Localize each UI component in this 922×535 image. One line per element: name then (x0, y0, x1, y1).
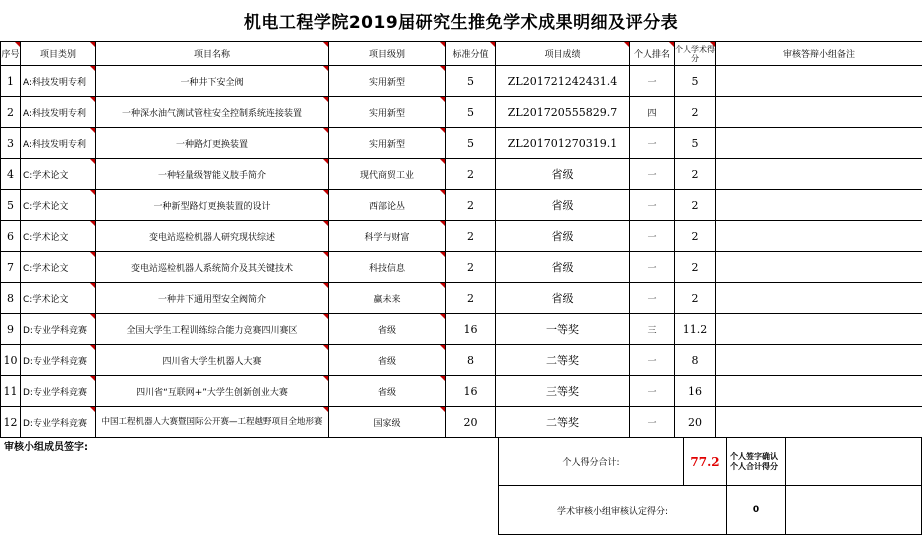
cell-rank: 一 (630, 407, 675, 438)
total-label: 个人得分合计: (498, 437, 684, 486)
cell-level: 国家级 (329, 407, 446, 438)
cell-category: A:科技发明专利 (21, 97, 96, 128)
cell-result: 省级 (496, 221, 630, 252)
cell-result: 三等奖 (496, 376, 630, 407)
table-row (1, 159, 922, 190)
header-row (1, 42, 922, 66)
cell-rank: 一 (630, 190, 675, 221)
cell-name: 一种井下通用型安全阀简介 (96, 283, 329, 314)
cell-result: 二等奖 (496, 407, 630, 438)
page-title: 机电工程学院2019届研究生推免学术成果明细及评分表 (0, 0, 922, 42)
header-remark: 审核答辩小组备注 (716, 42, 922, 66)
cell-seq: 12 (1, 407, 21, 438)
total-value: 77.2 (683, 437, 727, 486)
cell-name: 一种路灯更换装置 (96, 128, 329, 159)
cell-remark (716, 345, 922, 376)
table-row (1, 66, 922, 97)
cell-level: 现代商贸工业 (329, 159, 446, 190)
cell-name: 中国工程机器人大赛暨国际公开赛—工程越野项目全地形赛 (96, 407, 329, 438)
cell-personal-score: 20 (675, 407, 716, 438)
header-rank: 个人排名 (630, 42, 675, 66)
cell-result: 省级 (496, 159, 630, 190)
cell-rank: 三 (630, 314, 675, 345)
cell-rank: 一 (630, 283, 675, 314)
cell-remark (716, 407, 922, 438)
cell-level: 省级 (329, 314, 446, 345)
cell-personal-score: 2 (675, 190, 716, 221)
cell-name: 四川省大学生机器人大赛 (96, 345, 329, 376)
cell-level: 赢未来 (329, 283, 446, 314)
cell-result: 省级 (496, 283, 630, 314)
cell-std-score: 16 (446, 376, 496, 407)
cell-std-score: 8 (446, 345, 496, 376)
table-row (1, 97, 922, 128)
cell-result: 二等奖 (496, 345, 630, 376)
cell-rank: 四 (630, 97, 675, 128)
cell-result: ZL201701270319.1 (496, 128, 630, 159)
cell-level: 科学与财富 (329, 221, 446, 252)
table-row (1, 376, 922, 407)
table-row (1, 221, 922, 252)
cell-remark (716, 128, 922, 159)
cell-name: 一种新型路灯更换装置的设计 (96, 190, 329, 221)
table-row (1, 345, 922, 376)
cell-level: 省级 (329, 376, 446, 407)
cell-seq: 9 (1, 314, 21, 345)
cell-seq: 10 (1, 345, 21, 376)
cell-name: 全国大学生工程训练综合能力竞赛四川赛区 (96, 314, 329, 345)
cell-level: 实用新型 (329, 66, 446, 97)
cell-category: C:学术论文 (21, 252, 96, 283)
cell-std-score: 16 (446, 314, 496, 345)
cell-personal-score: 16 (675, 376, 716, 407)
cell-name: 一种轻量级智能义肢手简介 (96, 159, 329, 190)
header-name: 项目名称 (96, 42, 329, 66)
cell-std-score: 2 (446, 190, 496, 221)
audit-value: 0 (726, 485, 786, 535)
cell-category: C:学术论文 (21, 221, 96, 252)
cell-seq: 3 (1, 128, 21, 159)
cell-rank: 一 (630, 159, 675, 190)
cell-seq: 7 (1, 252, 21, 283)
cell-personal-score: 2 (675, 283, 716, 314)
cell-personal-score: 5 (675, 128, 716, 159)
cell-category: A:科技发明专利 (21, 128, 96, 159)
cell-remark (716, 376, 922, 407)
cell-seq: 11 (1, 376, 21, 407)
cell-rank: 一 (630, 345, 675, 376)
cell-remark (716, 252, 922, 283)
cell-category: D:专业学科竞赛 (21, 314, 96, 345)
cell-remark (716, 97, 922, 128)
cell-name: 一种井下安全阀 (96, 66, 329, 97)
cell-std-score: 2 (446, 283, 496, 314)
header-category: 项目类别 (21, 42, 96, 66)
audit-label: 学术审核小组审核认定得分: (498, 485, 727, 535)
cell-category: D:专业学科竞赛 (21, 345, 96, 376)
cell-seq: 5 (1, 190, 21, 221)
cell-remark (716, 314, 922, 345)
cell-level: 省级 (329, 345, 446, 376)
header-level: 项目级别 (329, 42, 446, 66)
footer (0, 437, 922, 535)
cell-rank: 一 (630, 252, 675, 283)
cell-category: A:科技发明专利 (21, 66, 96, 97)
cell-level: 实用新型 (329, 97, 446, 128)
cell-result: 省级 (496, 190, 630, 221)
cell-remark (716, 159, 922, 190)
cell-std-score: 2 (446, 159, 496, 190)
cell-result: ZL201720555829.7 (496, 97, 630, 128)
cell-rank: 一 (630, 376, 675, 407)
confirm-label (726, 437, 786, 486)
signature-label: 审核小组成员签字: (4, 442, 88, 453)
cell-category: C:学术论文 (21, 190, 96, 221)
table-row (1, 190, 922, 221)
cell-std-score: 2 (446, 252, 496, 283)
cell-personal-score: 2 (675, 97, 716, 128)
cell-rank: 一 (630, 221, 675, 252)
cell-remark (716, 190, 922, 221)
cell-personal-score: 8 (675, 345, 716, 376)
cell-std-score: 20 (446, 407, 496, 438)
cell-name: 变电站巡检机器人研究现状综述 (96, 221, 329, 252)
cell-personal-score: 2 (675, 159, 716, 190)
header-personal-score: 个人学术得分 (675, 42, 716, 66)
cell-name: 四川省“互联网+”大学生创新创业大赛 (96, 376, 329, 407)
cell-personal-score: 2 (675, 252, 716, 283)
table-row (1, 252, 922, 283)
header-seq: 序号 (1, 42, 21, 66)
cell-remark (716, 66, 922, 97)
cell-rank: 一 (630, 128, 675, 159)
confirm-signature-cell (785, 437, 922, 486)
cell-category: D:专业学科竞赛 (21, 376, 96, 407)
cell-result: 省级 (496, 252, 630, 283)
table-row (1, 314, 922, 345)
table-row (1, 407, 922, 438)
cell-level: 科技信息 (329, 252, 446, 283)
cell-seq: 1 (1, 66, 21, 97)
cell-result: 一等奖 (496, 314, 630, 345)
cell-level: 西部论丛 (329, 190, 446, 221)
cell-personal-score: 11.2 (675, 314, 716, 345)
cell-seq: 2 (1, 97, 21, 128)
cell-name: 一种深水油气测试管柱安全控制系统连接装置 (96, 97, 329, 128)
cell-seq: 8 (1, 283, 21, 314)
cell-std-score: 2 (446, 221, 496, 252)
cell-remark (716, 283, 922, 314)
cell-name: 变电站巡检机器人系统简介及其关键技术 (96, 252, 329, 283)
cell-category: C:学术论文 (21, 283, 96, 314)
header-result: 项目成绩 (496, 42, 630, 66)
header-std-score: 标准分值 (446, 42, 496, 66)
cell-seq: 6 (1, 221, 21, 252)
table-row (1, 128, 922, 159)
cell-result: ZL201721242431.4 (496, 66, 630, 97)
cell-personal-score: 2 (675, 221, 716, 252)
cell-seq: 4 (1, 159, 21, 190)
cell-category: D:专业学科竞赛 (21, 407, 96, 438)
cell-std-score: 5 (446, 97, 496, 128)
cell-std-score: 5 (446, 66, 496, 97)
confirm-text: 个人签字确认个人合计得分 (730, 451, 778, 471)
cell-remark (716, 221, 922, 252)
table-row (1, 283, 922, 314)
cell-level: 实用新型 (329, 128, 446, 159)
cell-rank: 一 (630, 66, 675, 97)
score-table (0, 41, 922, 438)
cell-personal-score: 5 (675, 66, 716, 97)
cell-category: C:学术论文 (21, 159, 96, 190)
cell-std-score: 5 (446, 128, 496, 159)
audit-extra-cell (785, 485, 922, 535)
